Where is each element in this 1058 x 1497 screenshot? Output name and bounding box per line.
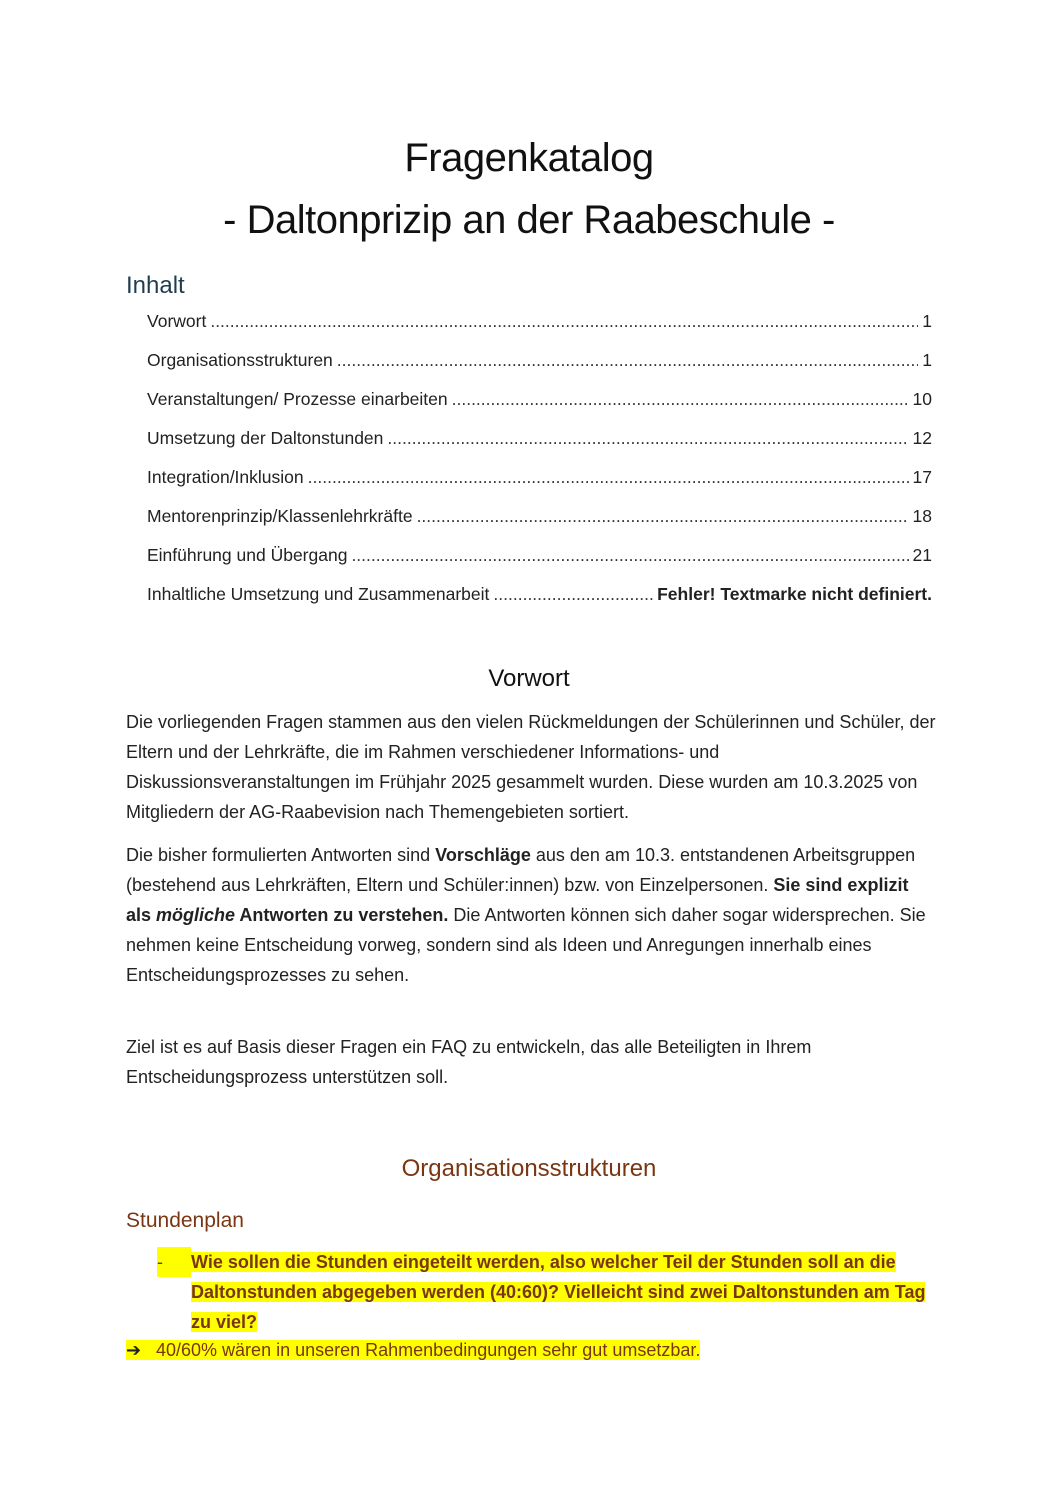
toc-heading: Inhalt: [126, 272, 185, 299]
highlighted-question: Wie sollen die Stunden eingeteilt werden, also welcher Teil der Stunden soll an die Daltonstunden abgegeben werden (40:60)? Vielleicht sind zwei Daltonstunden am Tag zu viel?: [191, 1252, 926, 1332]
toc-entry-einfuehrung-uebergang[interactable]: [147, 539, 932, 578]
toc-entry-label: Organisationsstrukturen: [147, 350, 333, 370]
section-heading-organisationsstrukturen: Organisationsstrukturen: [401, 1155, 657, 1182]
toc-entry-umsetzung-daltonstunden[interactable]: [147, 422, 932, 461]
p2-text: aus den am 10.3. entstandenen Arbeitsgruppen (bestehend aus Lehrkräften, Eltern und Schüler:innen) bzw. von Einzelpersonen.: [126, 845, 916, 895]
toc-entry-page: 12: [912, 428, 932, 448]
toc-entry-mentorenprinzip[interactable]: [147, 500, 932, 539]
toc-entry-label: Vorwort: [147, 311, 207, 331]
toc-leader-dots: [417, 500, 909, 532]
toc-entry-label: Integration/Inklusion: [147, 467, 304, 487]
answer-text: 40/60% wären in unseren Rahmenbedingungen sehr gut umsetzbar.: [156, 1340, 701, 1360]
toc-entry-integration-inklusion[interactable]: [147, 461, 932, 500]
answer-item: [126, 1335, 700, 1365]
question-text: [191, 1247, 937, 1337]
toc-entry-inhaltliche-umsetzung[interactable]: [147, 578, 932, 617]
document-title: Fragenkatalog: [404, 136, 654, 180]
p2-text: Die Antworten können sich daher sogar widersprechen. Sie nehmen keine Entscheidung vorweg, sondern sind als Ideen und Anregungen innerhalb eines Entscheidungsprozesses zu sehen.: [126, 905, 926, 985]
toc-leader-dots: [452, 383, 909, 415]
p2-bold-text: Sie sind explizit als: [126, 875, 909, 925]
toc-entry-page: 17: [912, 467, 932, 487]
document-subtitle: - Daltonprizip an der Raabeschule -: [223, 198, 835, 242]
p2-text: Die bisher formulierten Antworten sind: [126, 845, 436, 865]
toc-entry-label: Einführung und Übergang: [147, 545, 348, 565]
toc-leader-dots: [308, 461, 909, 493]
toc-entry-page-error: Fehler! Textmarke nicht definiert.: [657, 584, 932, 604]
p2-bold-vorschlaege: Vorschläge: [435, 845, 531, 865]
subheading-stundenplan: Stundenplan: [126, 1209, 244, 1232]
vorwort-paragraph-3: Ziel ist es auf Basis dieser Fragen ein FAQ zu entwickeln, das alle Beteiligten in Ihrem Entscheidungsprozess unterstützen soll.: [126, 1037, 812, 1087]
toc-entry-veranstaltungen[interactable]: [147, 383, 932, 422]
p2-bold-text: Antworten zu verstehen.: [235, 905, 449, 925]
toc-entry-page: 21: [912, 545, 932, 565]
toc-entry-label: Mentorenprinzip/Klassenlehrkräfte: [147, 506, 413, 526]
toc-entry-page: 10: [912, 389, 932, 409]
highlighted-answer: [126, 1340, 700, 1360]
table-of-contents: [147, 305, 932, 617]
bullet-dash: -: [157, 1247, 191, 1277]
toc-entry-organisationsstrukturen[interactable]: [147, 344, 932, 383]
vorwort-paragraph-2: [126, 840, 936, 990]
arrow-right-icon: ➔: [126, 1340, 142, 1360]
toc-entry-label: Inhaltliche Umsetzung und Zusammenarbeit: [147, 584, 490, 604]
section-heading-vorwort: Vorwort: [488, 665, 570, 692]
toc-entry-page: 1: [922, 350, 932, 370]
vorwort-paragraph-1: Die vorliegenden Fragen stammen aus den vielen Rückmeldungen der Schülerinnen und Schüler, der Eltern und der Lehrkräfte, die im Rahmen verschiedener Informations- und Diskussionsveranstaltungen im Frühjahr 2025 gesammelt wurden. Diese wurden am 10.3.2025 von Mitgliedern der AG-Raabevision nach Themengebieten sortiert.: [126, 712, 936, 822]
toc-entry-vorwort[interactable]: [147, 305, 932, 344]
toc-leader-dots: [493, 578, 653, 610]
toc-leader-dots: [351, 539, 908, 571]
toc-entry-page: 18: [912, 506, 932, 526]
toc-entry-label: Umsetzung der Daltonstunden: [147, 428, 384, 448]
question-item: [157, 1247, 937, 1337]
toc-entry-page: 1: [922, 311, 932, 331]
toc-leader-dots: [387, 422, 908, 454]
p2-bold-italic-moegliche: mögliche: [156, 905, 236, 925]
toc-entry-label: Veranstaltungen/ Prozesse einarbeiten: [147, 389, 448, 409]
toc-leader-dots: [210, 305, 918, 337]
toc-leader-dots: [337, 344, 918, 376]
